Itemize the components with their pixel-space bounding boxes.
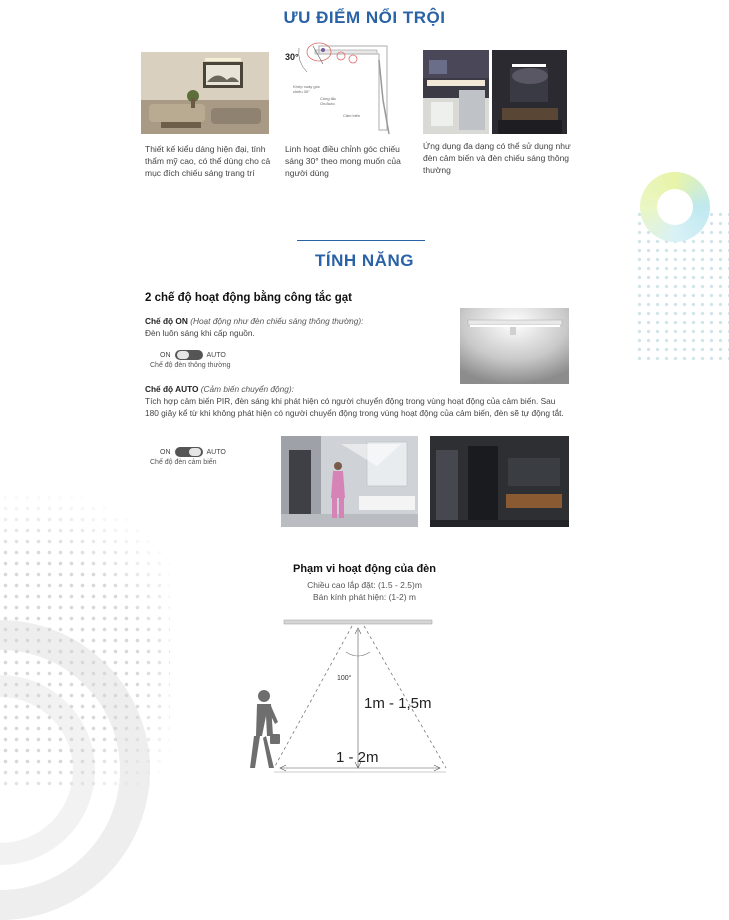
living-room-photo: [141, 52, 269, 134]
range-height-line: Chiều cao lắp đặt: (1.5 - 2.5)m: [307, 580, 422, 590]
mode-auto-desc: (Cảm biến chuyển động):: [200, 384, 294, 394]
switch-on-label: ON: [160, 351, 171, 359]
switch-on-label-2: ON: [160, 448, 171, 456]
decor-dots-left: [0, 470, 170, 788]
modes-subtitle: 2 chế độ hoạt động bằng công tắc gạt: [145, 292, 353, 304]
switch-auto-label: AUTO: [206, 351, 226, 359]
mode-on-label: Chế độ ON: [145, 316, 188, 326]
range-title: Phạm vi hoạt động của đèn: [292, 563, 437, 575]
mode-on-desc: (Hoạt động như đèn chiếu sáng thông thường):: [190, 316, 364, 326]
advantage-caption-3: Ứng dụng đa dạng có thể sử dụng như đèn cảm biến và đèn chiếu sáng thông thường: [423, 141, 571, 175]
mode-auto-switch-row: [160, 447, 226, 457]
mode-auto-switch-caption: Chế độ đèn cảm biến: [150, 459, 217, 466]
range-angle-label: 100°: [337, 675, 352, 682]
diagram-note-sensor: Cảm biến: [343, 113, 361, 118]
mode-auto-heading: [145, 384, 294, 394]
dark-bathroom-photo: [430, 436, 569, 527]
decor-swirl-center: [657, 189, 693, 225]
advantage-caption-2: Linh hoạt điều chỉnh góc chiếu sáng 30° theo mong muốn của người dùng: [285, 144, 401, 178]
diagram-note-joint: Khớp xoay góc chiếu 30°: [293, 84, 320, 94]
mode-auto-body: Tích hợp cảm biến PIR, đèn sáng khi phát hiện có người chuyển động trong vùng hoạt động của cảm biến. Sau 180 giây kể từ khi không phát hiện có người chuyển động trong vùng hoạt động của cảm biến, đèn sẽ tự động tắt.: [145, 396, 564, 418]
diagram-note-switch: Công tắc On/Auto: [320, 96, 337, 106]
section-title-features: TÍNH NĂNG: [315, 251, 414, 270]
bathroom-sensor-photo: [281, 436, 418, 527]
range-vertical-label: 1m - 1,5m: [364, 695, 432, 712]
mode-auto-label: Chế độ AUTO: [145, 384, 199, 394]
kitchen-photo: [423, 50, 489, 134]
switch-auto-label-2: AUTO: [206, 448, 226, 456]
section-divider: [297, 240, 425, 241]
mode-switch-on[interactable]: [175, 350, 203, 360]
mode-on-heading: [145, 316, 363, 326]
range-radius-line: Bán kính phát hiện: (1-2) m: [312, 592, 416, 602]
section-title-advantages: ƯU ĐIỂM NỔI TRỘI: [283, 8, 446, 27]
mode-on-body: Đèn luôn sáng khi cấp nguồn.: [145, 328, 255, 338]
light-on-photo: [460, 308, 569, 384]
bathroom-mirror-photo: [492, 50, 567, 134]
mode-on-switch-row: [160, 350, 226, 360]
angle-label: 30°: [285, 52, 299, 62]
mode-switch-auto[interactable]: [175, 447, 203, 457]
mode-on-switch-caption: Chế độ đèn thông thường: [150, 362, 231, 369]
range-horizontal-label: 1 - 2m: [336, 749, 379, 766]
advantage-caption-1: Thiết kế kiểu dáng hiện đại, tính thẩm mỹ cao, có thể dùng cho cả mục đích chiếu sáng trang trí: [145, 144, 271, 178]
